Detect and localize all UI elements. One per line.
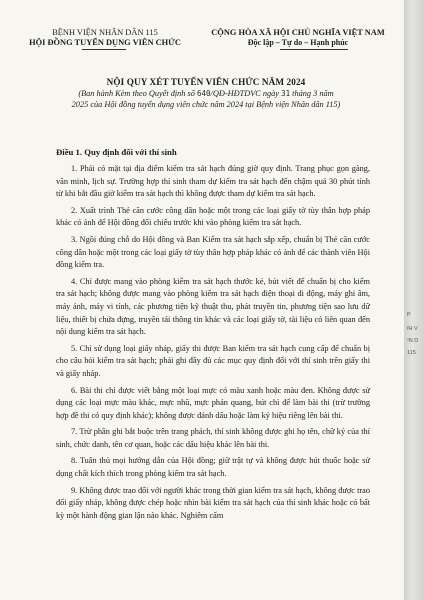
motto: Độc lập – Tự do – Hạnh phúc <box>247 38 349 47</box>
article-heading: Điều 1. Quy định đối với thí sinh <box>56 147 177 157</box>
rule-paragraph-7: 7. Trừ phần ghi bắt buộc trên trang phách, thí sinh không được ghi họ tên, chữ ký của thí sinh, chức danh, tên cơ quan, hoặc các dấu hiệu khác lên bài thi. <box>56 427 370 449</box>
edge-fragment: P <box>407 312 411 318</box>
national-motto <box>198 28 398 48</box>
document-body <box>56 146 370 526</box>
subtitle-part-1: (Ban hành Kèm theo Quyết định số <box>78 89 197 98</box>
council-name: HỘI ĐỒNG TUYỂN DỤNG VIÊN CHỨC <box>29 38 181 47</box>
document-title: NỘI QUY XÉT TUYỂN VIÊN CHỨC NĂM 2024 <box>106 77 306 87</box>
adjacent-page-edge <box>404 0 424 600</box>
rule-paragraph-6: 6. Bài thi chỉ được viết bằng một loại mực có màu xanh hoặc màu đen. Không được sử dụng các loại mực màu khác, mực nhũ, mực phản quang, bút chì để làm bài thi (trừ trường hợp đề thi có quy định khác); không được đánh dấu hoặc làm ký hiệu riêng lên bài thi. <box>56 385 370 420</box>
subtitle-part-3: tháng 3 năm <box>290 89 334 98</box>
country-name: CỘNG HÒA XÃ HỘI CHỦ NGHĨA VIỆT NAM <box>211 28 385 37</box>
title-block <box>30 76 382 110</box>
hospital-name: BỆNH VIỆN NHÂN DÂN 115 <box>52 28 158 37</box>
decision-number: 640 <box>197 89 211 98</box>
edge-fragment: ᵛN D <box>407 338 419 344</box>
document-header <box>20 28 392 58</box>
subtitle-part-2: /QĐ-HĐTDVC ngày <box>210 89 282 98</box>
rule-paragraph-1: 1. Phải có mặt tại địa điểm kiểm tra sát hạch đúng giờ quy định. Trang phục gọn gàng, văn minh, lịch sự. Trường hợp thí sinh tham dự kiểm tra sát hạch đến chậm quá 30 phút tính từ khi bắt đầu giờ kiểm tra sát hạch thì không được tham dự kiểm tra sát hạch. <box>56 164 370 199</box>
rule-paragraph-2: 2. Xuất trình Thẻ căn cước công dân hoặc một trong các loại giấy tờ tùy thân hợp pháp khác có ảnh để Hội đồng đối chiếu trước khi vào phòng kiểm tra sát hạch. <box>56 205 370 228</box>
decision-day: 31 <box>281 89 291 98</box>
header-underline-left <box>82 49 126 50</box>
document-subtitle <box>30 88 382 99</box>
header-underline-right <box>280 49 348 50</box>
edge-fragment: ĩH V <box>407 326 418 332</box>
issuing-organization <box>20 28 190 48</box>
document-subtitle-line-2: 2025 của Hội đồng tuyển dụng viên chức năm 2024 tại Bệnh viện Nhân dân 115) <box>71 100 341 109</box>
edge-fragment: 115 <box>407 350 416 356</box>
rule-paragraph-3: 3. Ngồi đúng chỗ do Hội đồng và Ban Kiểm tra sát hạch sắp xếp, chuẩn bị Thẻ căn cước công dân hoặc một trong các loại giấy tờ tùy thân hợp pháp khác có ảnh để các thành viên Hội đồng kiểm tra. <box>56 234 370 270</box>
rule-paragraph-4: 4. Chỉ được mang vào phòng kiểm tra sát hạch thước kẻ, bút viết để chuẩn bị cho kiểm tra sát hạch; không được mang vào phòng kiểm tra sát hạch điện thoại di động, máy ghi âm, máy ảnh, máy vi tính, các phương tiện kỹ thuật thu, phát truyền tin, phương tiện sao lưu dữ liệu, thiết bị chứa đựng, truyền tải thông tin khác và các loại giấy tờ, tài liệu có liên quan đến nội dung kiểm tra sát hạch. <box>56 276 370 337</box>
rule-paragraph-5: 5. Chỉ sử dụng loại giấy nháp, giấy thi được Ban kiểm tra sát hạch cung cấp để chuẩn bị cho câu hỏi kiểm tra sát hạch; phải ghi đầy đủ các mục quy định đối với thí sinh trên giấy thi và giấy nháp. <box>56 343 370 378</box>
rule-paragraph-9: 9. Không được trao đổi với người khác trong thời gian kiểm tra sát hạch, không được trao đổi giấy nháp, không được chép hoặc nhìn bài kiểm tra sát hạch của thí sinh khác hoặc có bất kỳ một hành động gian lận nào khác. Nghiêm cấm <box>56 485 370 520</box>
rule-paragraph-8: 8. Tuân thủ mọi hướng dẫn của Hội đồng; giữ trật tự và không được hút thuốc hoặc sử dụng chất kích thích trong phòng kiểm tra sát hạch. <box>56 456 370 479</box>
